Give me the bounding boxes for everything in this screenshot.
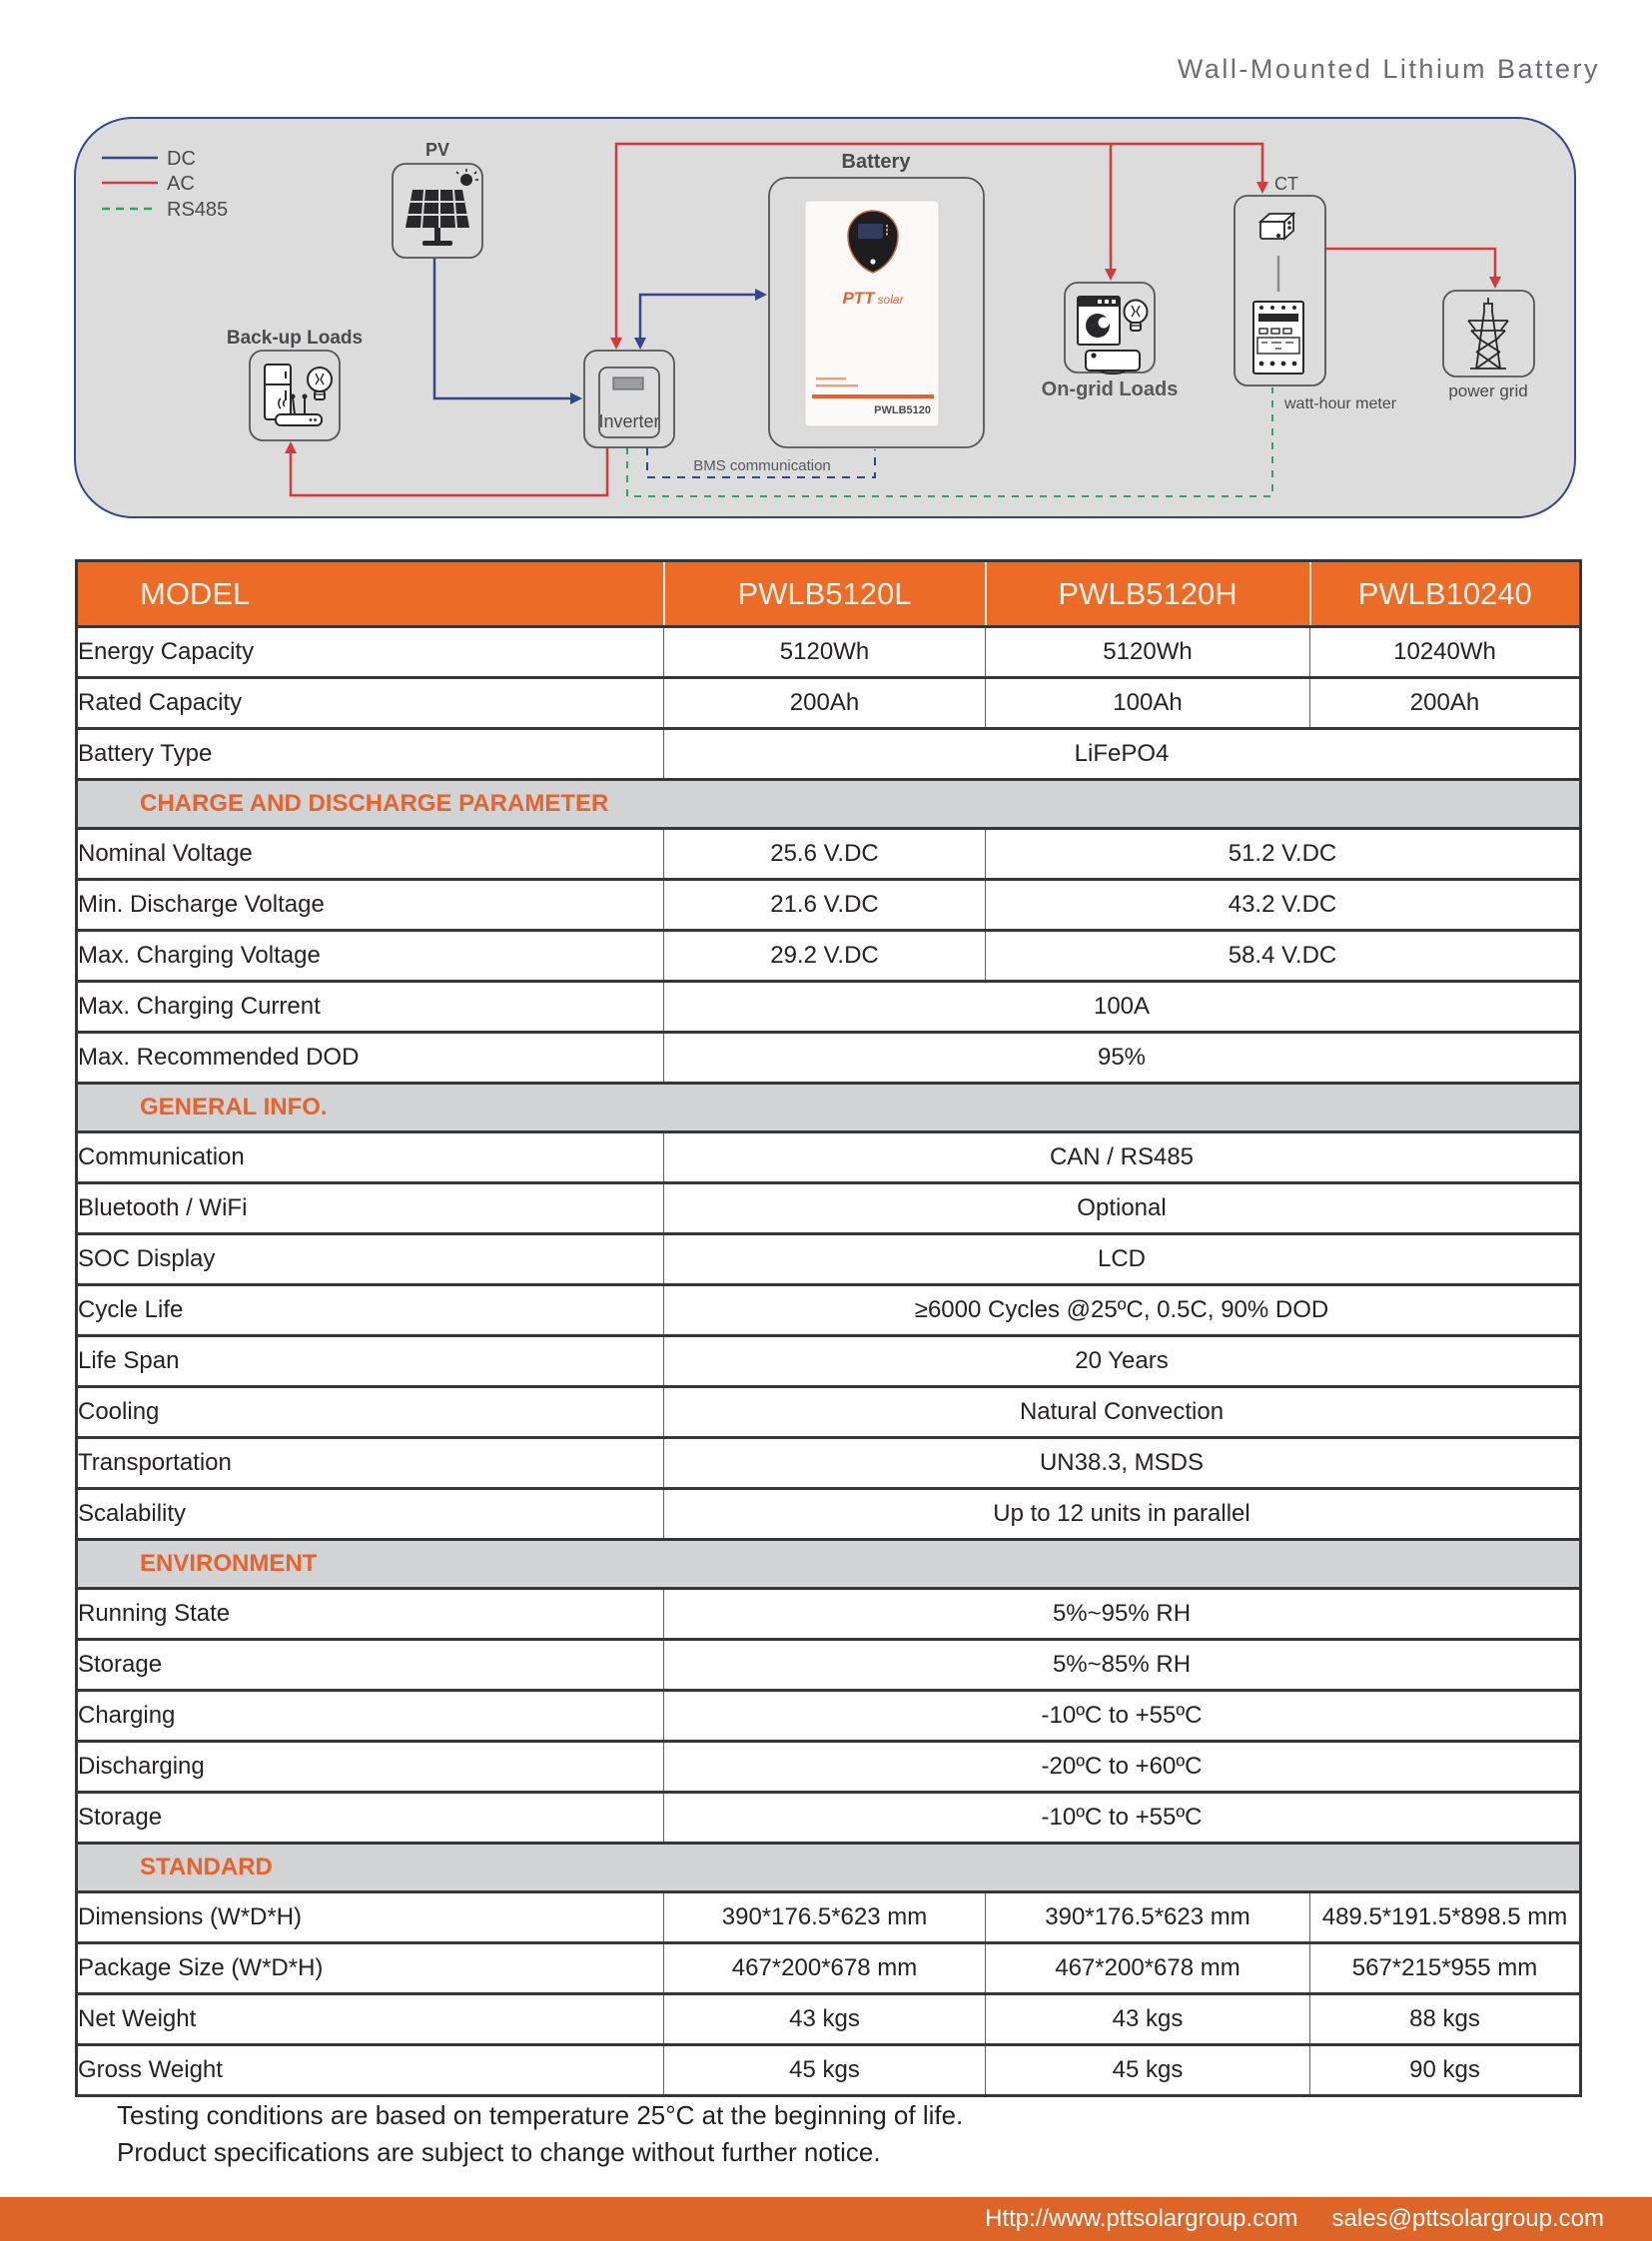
row-label: Life Span (77, 1336, 664, 1387)
cell-value: 58.4 V.DC (986, 931, 1581, 982)
section-environment (77, 1540, 1581, 1589)
row-label: Scalability (77, 1489, 664, 1540)
ac-unit-icon (1086, 351, 1140, 374)
cell-value: 467*200*678 mm (986, 1943, 1310, 1994)
row-discharging-temp (77, 1742, 1581, 1793)
row-label: Max. Charging Voltage (77, 931, 664, 982)
cell-value: 20 Years (664, 1336, 1581, 1387)
inverter-label: Inverter (598, 411, 660, 431)
row-net-weight (77, 1994, 1581, 2045)
row-cycle-life (77, 1285, 1581, 1336)
cell-value: 100A (664, 982, 1581, 1033)
cell-value: 200Ah (664, 678, 986, 729)
row-storage-temp (77, 1793, 1581, 1844)
row-label: Storage (77, 1793, 664, 1844)
footer-email-link: sales@pttsolargroup.com (1331, 2205, 1604, 2232)
washing-machine-icon (1078, 297, 1120, 345)
cell-value: Up to 12 units in parallel (664, 1489, 1581, 1540)
footnote-line: Product specifications are subject to change without further notice. (117, 2137, 881, 2167)
cell-value: 25.6 V.DC (664, 829, 986, 880)
battery-label: Battery (841, 151, 911, 173)
cell-value: LCD (664, 1234, 1581, 1285)
legend-rs485-label: RS485 (167, 199, 229, 221)
cell-value: 567*215*955 mm (1310, 1943, 1581, 1994)
legend-dc-label: DC (167, 148, 196, 170)
row-label: Nominal Voltage (77, 829, 664, 880)
row-label: Min. Discharge Voltage (77, 880, 664, 931)
row-charging-temp (77, 1691, 1581, 1742)
cell-value: 45 kgs (664, 2045, 986, 2096)
header-model: MODEL (77, 561, 664, 627)
row-label: Rated Capacity (77, 678, 664, 729)
row-label: Cycle Life (77, 1285, 664, 1336)
cell-value: LiFePO4 (664, 729, 1581, 780)
section-charge-discharge (77, 780, 1581, 829)
cell-value: 5%~85% RH (664, 1640, 1581, 1691)
row-rated-capacity (77, 678, 1581, 729)
power-grid-label: power grid (1448, 381, 1528, 400)
watt-hour-meter-label: watt-hour meter (1284, 395, 1397, 412)
section-title: ENVIRONMENT (77, 1540, 1581, 1589)
system-diagram-svg (73, 116, 1577, 521)
page-title: Wall-Mounted Lithium Battery (1177, 54, 1600, 84)
row-label: Communication (77, 1132, 664, 1183)
cell-value: 43.2 V.DC (986, 880, 1581, 931)
cell-value: -10ºC to +55ºC (664, 1691, 1581, 1742)
cell-value: Natural Convection (664, 1387, 1581, 1438)
spec-table (75, 559, 1582, 2097)
row-label: Battery Type (77, 729, 664, 780)
cell-value: 390*176.5*623 mm (664, 1892, 986, 1943)
row-label: Dimensions (W*D*H) (77, 1892, 664, 1943)
section-general-info (77, 1084, 1581, 1132)
row-storage-humidity (77, 1640, 1581, 1691)
row-label: Energy Capacity (77, 627, 664, 678)
row-transportation (77, 1438, 1581, 1489)
cell-value: 45 kgs (986, 2045, 1310, 2096)
row-package-size (77, 1943, 1581, 1994)
footnotes (117, 2097, 963, 2171)
cell-value: 5%~95% RH (664, 1589, 1581, 1640)
cell-value: 489.5*191.5*898.5 mm (1310, 1892, 1581, 1943)
brand-suffix-text: solar (877, 293, 904, 307)
row-energy-capacity (77, 627, 1581, 678)
header-pwlb5120h: PWLB5120H (986, 561, 1310, 627)
row-label: Storage (77, 1640, 664, 1691)
inverter-display-icon (613, 377, 643, 389)
cell-value: 10240Wh (1310, 627, 1581, 678)
footer-website-link: Http://www.pttsolargroup.com (985, 2205, 1298, 2232)
cell-value: 21.6 V.DC (664, 880, 986, 931)
fridge-icon (265, 365, 291, 419)
cell-value: -10ºC to +55ºC (664, 1793, 1581, 1844)
row-life-span (77, 1336, 1581, 1387)
cell-value: 88 kgs (1310, 1994, 1581, 2045)
row-gross-weight (77, 2045, 1581, 2096)
cell-value: 51.2 V.DC (986, 829, 1581, 880)
cell-value: ≥6000 Cycles @25ºC, 0.5C, 90% DOD (664, 1285, 1581, 1336)
row-label: Max. Recommended DOD (77, 1033, 664, 1084)
battery-model-text: PWLB5120 (874, 404, 931, 416)
cell-value: UN38.3, MSDS (664, 1438, 1581, 1489)
header-pwlb10240: PWLB10240 (1310, 561, 1581, 627)
row-scalability (77, 1489, 1581, 1540)
section-standard (77, 1844, 1581, 1892)
row-max-charging-current (77, 982, 1581, 1033)
row-communication (77, 1132, 1581, 1183)
cell-value: 5120Wh (986, 627, 1310, 678)
row-label: Gross Weight (77, 2045, 664, 2096)
header-pwlb5120l: PWLB5120L (664, 561, 986, 627)
ongrid-loads-label: On-grid Loads (1041, 378, 1179, 400)
ct-sensor-icon (1260, 214, 1293, 239)
footnote-line: Testing conditions are based on temperature 25°C at the beginning of life. (117, 2100, 964, 2130)
cell-value: 90 kgs (1310, 2045, 1581, 2096)
cell-value: CAN / RS485 (664, 1132, 1581, 1183)
section-title: STANDARD (77, 1844, 1581, 1892)
row-label: Discharging (77, 1742, 664, 1793)
row-running-state (77, 1589, 1581, 1640)
system-diagram (73, 116, 1577, 521)
row-soc-display (77, 1234, 1581, 1285)
watt-hour-meter-icon (1253, 302, 1303, 374)
row-label: Running State (77, 1589, 664, 1640)
row-max-recommended-dod (77, 1033, 1581, 1084)
cell-value: 467*200*678 mm (664, 1943, 986, 1994)
row-bluetooth-wifi (77, 1183, 1581, 1234)
row-battery-type (77, 729, 1581, 780)
row-min-discharge-voltage (77, 880, 1581, 931)
table-header-row (77, 561, 1581, 627)
pv-label: PV (424, 140, 450, 160)
brand-text: PTT (842, 289, 875, 308)
backup-loads-label: Back-up Loads (226, 328, 364, 349)
row-nominal-voltage (77, 829, 1581, 880)
row-dimensions (77, 1892, 1581, 1943)
cell-value: 95% (664, 1033, 1581, 1084)
cell-value: 200Ah (1310, 678, 1581, 729)
row-cooling (77, 1387, 1581, 1438)
legend-ac-label: AC (167, 173, 195, 195)
row-label: SOC Display (77, 1234, 664, 1285)
row-label: Transportation (77, 1438, 664, 1489)
row-label: Package Size (W*D*H) (77, 1943, 664, 1994)
row-label: Charging (77, 1691, 664, 1742)
cell-value: 29.2 V.DC (664, 931, 986, 982)
cell-value: 43 kgs (986, 1994, 1310, 2045)
row-label: Max. Charging Current (77, 982, 664, 1033)
section-title: CHARGE AND DISCHARGE PARAMETER (77, 780, 1581, 829)
row-label: Bluetooth / WiFi (77, 1183, 664, 1234)
cell-value: 5120Wh (664, 627, 986, 678)
footer-bar (0, 2197, 1652, 2241)
cell-value: 43 kgs (664, 1994, 986, 2045)
section-title: GENERAL INFO. (77, 1084, 1581, 1132)
cell-value: Optional (664, 1183, 1581, 1234)
cell-value: 390*176.5*623 mm (986, 1892, 1310, 1943)
cell-value: -20ºC to +60ºC (664, 1742, 1581, 1793)
bms-communication-label: BMS communication (693, 457, 831, 474)
cell-value: 100Ah (986, 678, 1310, 729)
row-max-charging-voltage (77, 931, 1581, 982)
battery-product-render (805, 201, 939, 426)
ct-label: CT (1274, 174, 1298, 194)
row-label: Cooling (77, 1387, 664, 1438)
row-label: Net Weight (77, 1994, 664, 2045)
